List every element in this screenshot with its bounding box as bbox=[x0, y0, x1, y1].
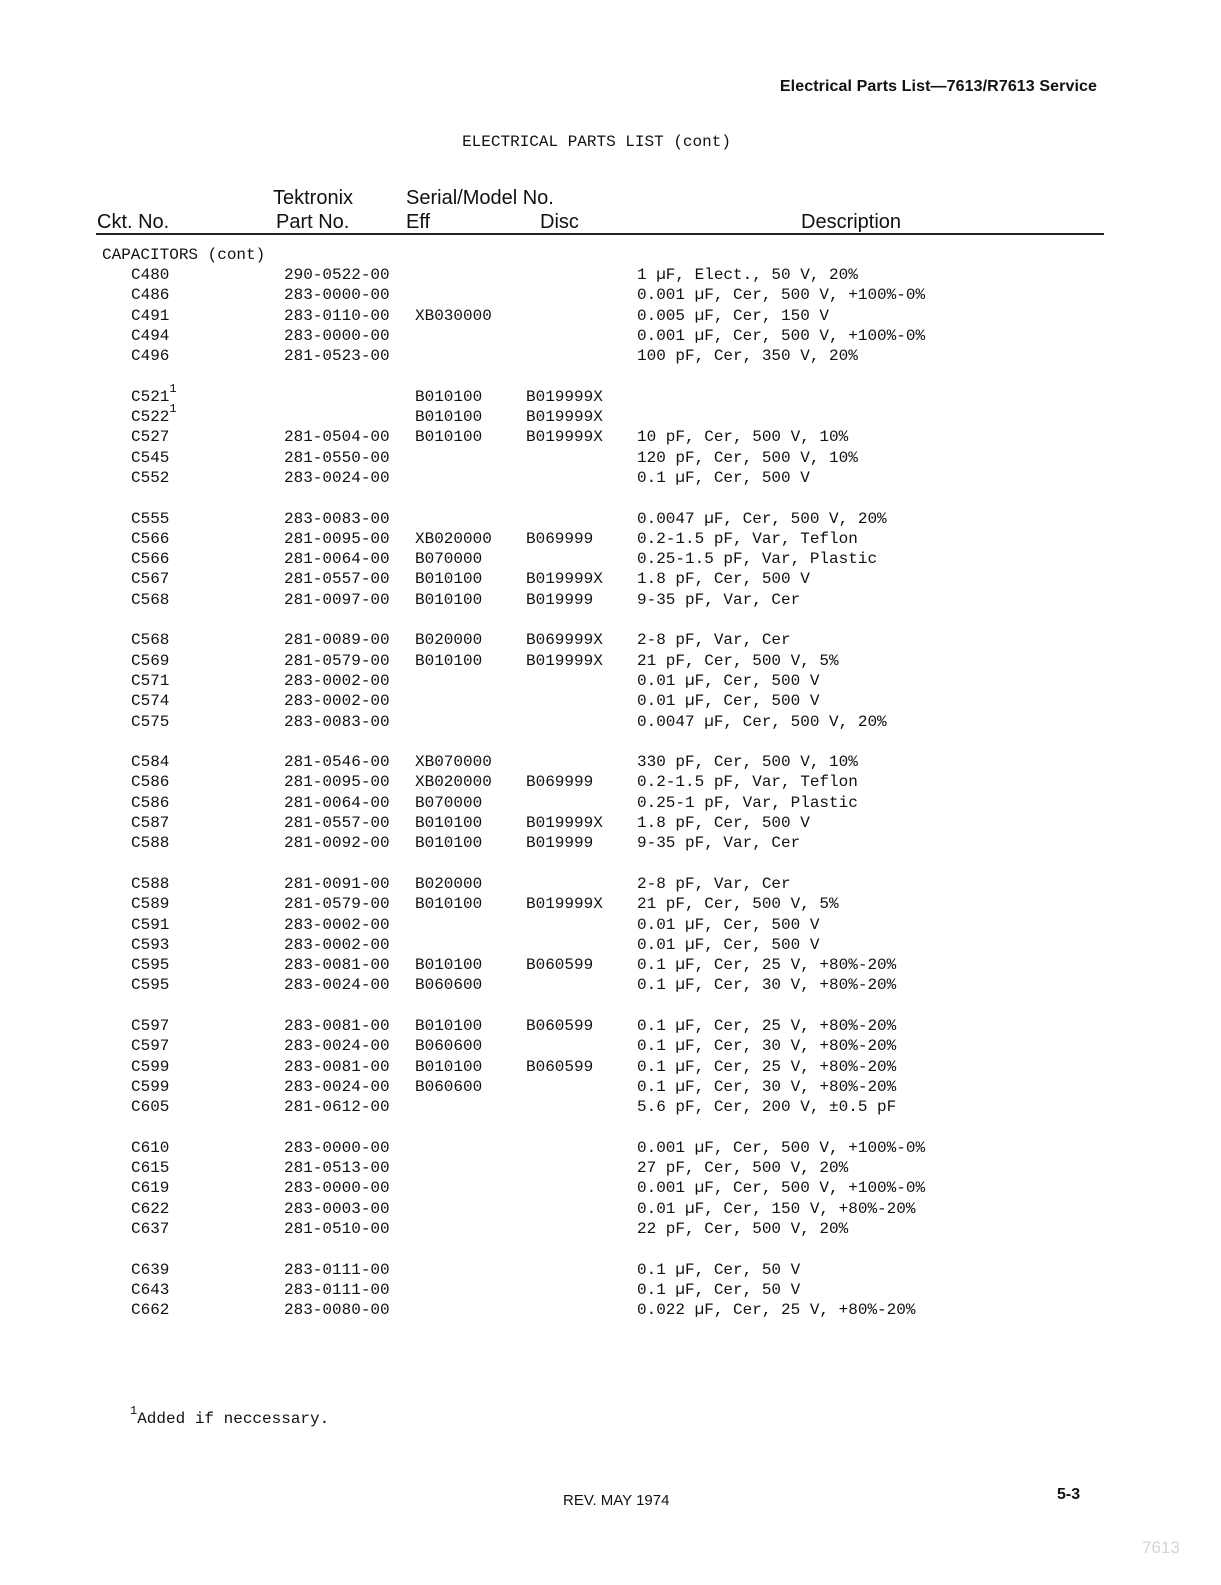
cell-serial-disc: B019999X bbox=[526, 408, 603, 427]
cell-ckt-no: C521$^1$ bbox=[131, 381, 177, 406]
cell-ckt-no: C595 bbox=[131, 976, 170, 995]
table-row bbox=[0, 1158, 1221, 1178]
cell-description: 0.2-1.5 pF, Var, Teflon bbox=[637, 773, 858, 792]
cell-ckt-no: C568 bbox=[131, 590, 170, 609]
cell-part-no: 283-0081-00 bbox=[284, 1057, 390, 1076]
cell-ckt-no: C588 bbox=[131, 834, 170, 853]
col-header-description: Description bbox=[801, 211, 902, 233]
cell-serial-eff: B060600 bbox=[415, 1037, 483, 1056]
cell-description: 0.01 µF, Cer, 500 V bbox=[637, 935, 820, 954]
row-group bbox=[0, 265, 1221, 366]
cell-part-no: 283-0002-00 bbox=[284, 692, 390, 711]
cell-ckt-no: C639 bbox=[131, 1260, 170, 1279]
row-group bbox=[0, 1260, 1221, 1321]
model-watermark: 7613 bbox=[1142, 1538, 1180, 1557]
cell-description: 27 pF, Cer, 500 V, 20% bbox=[637, 1159, 849, 1178]
cell-part-no: 283-0083-00 bbox=[284, 712, 390, 731]
cell-description: 120 pF, Cer, 500 V, 10% bbox=[637, 448, 858, 467]
table-row bbox=[0, 285, 1221, 305]
footnote-text: Added if neccessary. bbox=[137, 1410, 330, 1428]
row-group bbox=[0, 509, 1221, 610]
table-row bbox=[0, 427, 1221, 447]
cell-description: 0.25-1 pF, Var, Plastic bbox=[637, 793, 858, 812]
table-row bbox=[0, 894, 1221, 914]
cell-serial-disc: B060599 bbox=[526, 1016, 594, 1035]
cell-part-no: 283-0024-00 bbox=[284, 976, 390, 995]
cell-ckt-no: C491 bbox=[131, 306, 170, 325]
cell-serial-eff: B020000 bbox=[415, 631, 483, 650]
cell-description: 0.01 µF, Cer, 500 V bbox=[637, 671, 820, 690]
cell-description: 0.1 µF, Cer, 30 V, +80%-20% bbox=[637, 1037, 897, 1056]
table-row bbox=[0, 833, 1221, 853]
cell-description: 330 pF, Cer, 500 V, 10% bbox=[637, 753, 858, 772]
table-row bbox=[0, 1097, 1221, 1117]
cell-description: 1 µF, Elect., 50 V, 20% bbox=[637, 266, 858, 284]
col-header-ckt-no: Ckt. No. bbox=[97, 211, 170, 233]
cell-ckt-no: C593 bbox=[131, 935, 170, 954]
cell-serial-eff: B010100 bbox=[415, 387, 483, 406]
cell-ckt-no: C569 bbox=[131, 651, 170, 670]
cell-serial-eff: B010100 bbox=[415, 834, 483, 853]
cell-serial-disc: B019999X bbox=[526, 651, 603, 670]
cell-ckt-no: C571 bbox=[131, 671, 170, 690]
cell-serial-eff: B020000 bbox=[415, 874, 483, 893]
table-row bbox=[0, 1219, 1221, 1239]
cell-serial-eff: XB020000 bbox=[415, 773, 492, 792]
row-group bbox=[0, 1016, 1221, 1117]
cell-ckt-no: C555 bbox=[131, 509, 170, 528]
cell-serial-eff: B010100 bbox=[415, 590, 483, 609]
cell-description: 0.1 µF, Cer, 50 V bbox=[637, 1260, 801, 1279]
cell-part-no: 281-0504-00 bbox=[284, 428, 390, 447]
cell-part-no: 281-0092-00 bbox=[284, 834, 390, 853]
cell-description: 0.1 µF, Cer, 50 V bbox=[637, 1280, 801, 1299]
cell-ckt-no: C637 bbox=[131, 1219, 170, 1238]
cell-ckt-no: C619 bbox=[131, 1179, 170, 1198]
col-header-tektronix: Tektronix bbox=[273, 187, 354, 209]
table-row bbox=[0, 326, 1221, 346]
cell-ckt-no: C496 bbox=[131, 347, 170, 366]
table-row bbox=[0, 448, 1221, 468]
table-row bbox=[0, 752, 1221, 772]
cell-serial-disc: B019999X bbox=[526, 814, 603, 833]
cell-ckt-no: C615 bbox=[131, 1159, 170, 1178]
table-row bbox=[0, 1077, 1221, 1097]
table-row bbox=[0, 590, 1221, 610]
table-row bbox=[0, 1057, 1221, 1077]
cell-serial-disc: B069999X bbox=[526, 631, 603, 650]
table-row bbox=[0, 381, 1221, 407]
cell-ckt-no: C599 bbox=[131, 1057, 170, 1076]
cell-description: 21 pF, Cer, 500 V, 5% bbox=[637, 895, 839, 914]
cell-serial-eff: B010100 bbox=[415, 570, 483, 589]
cell-part-no: 283-0024-00 bbox=[284, 1037, 390, 1056]
cell-description: 1.8 pF, Cer, 500 V bbox=[637, 814, 810, 833]
cell-serial-disc: B060599 bbox=[526, 1057, 594, 1076]
cell-ckt-no: C568 bbox=[131, 631, 170, 650]
cell-part-no: 283-0003-00 bbox=[284, 1199, 390, 1218]
cell-description: 2-8 pF, Var, Cer bbox=[637, 874, 791, 893]
cell-serial-disc: B069999 bbox=[526, 773, 594, 792]
cell-part-no: 283-0000-00 bbox=[284, 1179, 390, 1198]
table-row bbox=[0, 1016, 1221, 1036]
cell-serial-disc: B069999 bbox=[526, 529, 594, 548]
cell-part-no: 281-0557-00 bbox=[284, 570, 390, 589]
footnote-ref: 1 bbox=[169, 402, 177, 417]
cell-ckt-no: C566 bbox=[131, 550, 170, 569]
cell-part-no: 281-0091-00 bbox=[284, 874, 390, 893]
cell-description: 0.1 µF, Cer, 500 V bbox=[637, 468, 810, 487]
cell-description: 0.25-1.5 pF, Var, Plastic bbox=[637, 550, 878, 569]
cell-ckt-no: C522$^1$ bbox=[131, 402, 177, 427]
table-row bbox=[0, 813, 1221, 833]
cell-ckt-no: C589 bbox=[131, 895, 170, 914]
cell-description: 0.001 µF, Cer, 500 V, +100%-0% bbox=[637, 1138, 926, 1157]
cell-serial-eff: B010100 bbox=[415, 651, 483, 670]
cell-serial-eff: B010100 bbox=[415, 895, 483, 914]
table-row bbox=[0, 712, 1221, 732]
row-group bbox=[0, 752, 1221, 853]
table-row bbox=[0, 346, 1221, 366]
cell-ckt-no: C643 bbox=[131, 1280, 170, 1299]
cell-ckt-no: C566 bbox=[131, 529, 170, 548]
table-row bbox=[0, 1036, 1221, 1056]
cell-description: 0.01 µF, Cer, 500 V bbox=[637, 692, 820, 711]
cell-part-no: 281-0510-00 bbox=[284, 1219, 390, 1238]
table-row bbox=[0, 509, 1221, 529]
table-row bbox=[0, 915, 1221, 935]
cell-part-no: 281-0523-00 bbox=[284, 347, 390, 366]
cell-ckt-no: C486 bbox=[131, 286, 170, 305]
cell-description: 1.8 pF, Cer, 500 V bbox=[637, 570, 810, 589]
cell-serial-disc: B019999X bbox=[526, 570, 603, 589]
cell-ckt-no: C597 bbox=[131, 1016, 170, 1035]
header-rule bbox=[96, 233, 1104, 235]
table-row bbox=[0, 935, 1221, 955]
table-row bbox=[0, 1300, 1221, 1320]
cell-part-no: 281-0095-00 bbox=[284, 773, 390, 792]
cell-serial-eff: XB070000 bbox=[415, 753, 492, 772]
cell-serial-eff: B010100 bbox=[415, 428, 483, 447]
cell-part-no: 281-0095-00 bbox=[284, 529, 390, 548]
cell-ckt-no: C662 bbox=[131, 1301, 170, 1320]
cell-part-no: 283-0002-00 bbox=[284, 671, 390, 690]
cell-part-no: 283-0002-00 bbox=[284, 915, 390, 934]
table-row bbox=[0, 793, 1221, 813]
footnote bbox=[130, 1404, 330, 1428]
cell-description: 22 pF, Cer, 500 V, 20% bbox=[637, 1219, 849, 1238]
cell-serial-eff: B010100 bbox=[415, 408, 483, 427]
table-row bbox=[0, 569, 1221, 589]
cell-ckt-no: C575 bbox=[131, 712, 170, 731]
row-group bbox=[0, 874, 1221, 996]
cell-part-no: 281-0546-00 bbox=[284, 753, 390, 772]
table-row bbox=[0, 468, 1221, 488]
cell-description: 0.001 µF, Cer, 500 V, +100%-0% bbox=[637, 326, 926, 345]
cell-serial-disc: B019999X bbox=[526, 895, 603, 914]
cell-description: 0.2-1.5 pF, Var, Teflon bbox=[637, 529, 858, 548]
table-row bbox=[0, 671, 1221, 691]
cell-ckt-no: C545 bbox=[131, 448, 170, 467]
cell-part-no: 281-0550-00 bbox=[284, 448, 390, 467]
cell-part-no: 283-0024-00 bbox=[284, 1077, 390, 1096]
cell-ckt-no: C527 bbox=[131, 428, 170, 447]
cell-part-no: 283-0024-00 bbox=[284, 468, 390, 487]
cell-ckt-no: C586 bbox=[131, 773, 170, 792]
cell-description: 0.1 µF, Cer, 25 V, +80%-20% bbox=[637, 1016, 897, 1035]
running-header: Electrical Parts List—7613/R7613 Service bbox=[779, 78, 1097, 95]
cell-part-no: 283-0110-00 bbox=[284, 306, 390, 325]
cell-part-no: 283-0081-00 bbox=[284, 1016, 390, 1035]
table-row bbox=[0, 306, 1221, 326]
footnote-ref: 1 bbox=[169, 381, 177, 396]
table-row bbox=[0, 529, 1221, 549]
section-label: CAPACITORS (cont) bbox=[102, 246, 266, 264]
cell-serial-eff: B010100 bbox=[415, 814, 483, 833]
cell-part-no: 281-0579-00 bbox=[284, 895, 390, 914]
table-row bbox=[0, 1260, 1221, 1280]
cell-ckt-no: C552 bbox=[131, 468, 170, 487]
footnote-marker: 1 bbox=[130, 1404, 138, 1418]
cell-part-no: 281-0089-00 bbox=[284, 631, 390, 650]
table-row bbox=[0, 772, 1221, 792]
cell-part-no: 281-0513-00 bbox=[284, 1159, 390, 1178]
cell-part-no: 281-0097-00 bbox=[284, 590, 390, 609]
page-number: 5-3 bbox=[1057, 1486, 1081, 1503]
cell-part-no: 283-0002-00 bbox=[284, 935, 390, 954]
col-header-part-no: Part No. bbox=[276, 211, 350, 233]
cell-ckt-no: C605 bbox=[131, 1098, 170, 1117]
cell-ckt-no: C610 bbox=[131, 1138, 170, 1157]
cell-ckt-no: C587 bbox=[131, 814, 170, 833]
cell-serial-disc: B019999 bbox=[526, 590, 594, 609]
cell-part-no: 281-0579-00 bbox=[284, 651, 390, 670]
table-row bbox=[0, 691, 1221, 711]
cell-part-no: 281-0612-00 bbox=[284, 1098, 390, 1117]
cell-ckt-no: C574 bbox=[131, 692, 170, 711]
col-header-disc: Disc bbox=[540, 211, 579, 233]
cell-ckt-no: C586 bbox=[131, 793, 170, 812]
cell-ckt-no: C591 bbox=[131, 915, 170, 934]
cell-serial-disc: B019999 bbox=[526, 834, 594, 853]
cell-serial-eff: B010100 bbox=[415, 956, 483, 975]
table-row bbox=[0, 1138, 1221, 1158]
cell-serial-eff: XB020000 bbox=[415, 529, 492, 548]
table-row bbox=[0, 1178, 1221, 1198]
table-row bbox=[0, 630, 1221, 650]
table-row bbox=[0, 955, 1221, 975]
cell-description: 0.005 µF, Cer, 150 V bbox=[637, 306, 830, 325]
col-header-serial-model: Serial/Model No. bbox=[406, 187, 554, 209]
cell-part-no: 283-0111-00 bbox=[284, 1260, 390, 1279]
row-group bbox=[0, 630, 1221, 731]
table-row bbox=[0, 402, 1221, 427]
cell-ckt-no: C584 bbox=[131, 753, 170, 772]
cell-ckt-no: C494 bbox=[131, 326, 170, 345]
cell-description: 0.1 µF, Cer, 30 V, +80%-20% bbox=[637, 976, 897, 995]
table-row bbox=[0, 874, 1221, 894]
cell-serial-eff: B060600 bbox=[415, 976, 483, 995]
cell-ckt-no: C480 bbox=[131, 266, 170, 284]
cell-description: 100 pF, Cer, 350 V, 20% bbox=[637, 347, 858, 366]
cell-part-no: 283-0083-00 bbox=[284, 509, 390, 528]
cell-serial-eff: B060600 bbox=[415, 1077, 483, 1096]
cell-part-no: 283-0000-00 bbox=[284, 286, 390, 305]
table-row bbox=[0, 549, 1221, 569]
cell-description: 9-35 pF, Var, Cer bbox=[637, 590, 801, 609]
table-row bbox=[0, 1280, 1221, 1300]
row-group bbox=[0, 1138, 1221, 1239]
cell-description: 0.022 µF, Cer, 25 V, +80%-20% bbox=[637, 1301, 916, 1320]
cell-description: 0.01 µF, Cer, 150 V, +80%-20% bbox=[637, 1199, 916, 1218]
parts-table bbox=[0, 265, 1221, 1341]
cell-part-no: 283-0000-00 bbox=[284, 326, 390, 345]
cell-ckt-no: C588 bbox=[131, 874, 170, 893]
cell-description: 0.01 µF, Cer, 500 V bbox=[637, 915, 820, 934]
table-row bbox=[0, 975, 1221, 995]
cell-description: 21 pF, Cer, 500 V, 5% bbox=[637, 651, 839, 670]
table-row bbox=[0, 1199, 1221, 1219]
cell-ckt-no: C599 bbox=[131, 1077, 170, 1096]
col-header-eff: Eff bbox=[406, 211, 431, 233]
row-group bbox=[0, 381, 1221, 488]
cell-description: 0.001 µF, Cer, 500 V, +100%-0% bbox=[637, 1179, 926, 1198]
cell-part-no: 290-0522-00 bbox=[284, 266, 390, 284]
cell-serial-disc: B019999X bbox=[526, 428, 603, 447]
cell-ckt-no: C595 bbox=[131, 956, 170, 975]
cell-serial-eff: B010100 bbox=[415, 1057, 483, 1076]
cell-part-no: 283-0081-00 bbox=[284, 956, 390, 975]
cell-serial-eff: B070000 bbox=[415, 550, 483, 569]
cell-description: 5.6 pF, Cer, 200 V, ±0.5 pF bbox=[637, 1098, 897, 1117]
table-row bbox=[0, 651, 1221, 671]
cell-description: 0.0047 µF, Cer, 500 V, 20% bbox=[637, 712, 887, 731]
cell-serial-eff: B010100 bbox=[415, 1016, 483, 1035]
cell-description: 10 pF, Cer, 500 V, 10% bbox=[637, 428, 849, 447]
cell-ckt-no: C567 bbox=[131, 570, 170, 589]
cell-description: 0.1 µF, Cer, 25 V, +80%-20% bbox=[637, 956, 897, 975]
cell-part-no: 281-0064-00 bbox=[284, 550, 390, 569]
cell-part-no: 281-0557-00 bbox=[284, 814, 390, 833]
cell-description: 0.1 µF, Cer, 25 V, +80%-20% bbox=[637, 1057, 897, 1076]
cell-ckt-no: C597 bbox=[131, 1037, 170, 1056]
cell-description: 2-8 pF, Var, Cer bbox=[637, 631, 791, 650]
cell-description: 9-35 pF, Var, Cer bbox=[637, 834, 801, 853]
cell-ckt-no: C622 bbox=[131, 1199, 170, 1218]
cell-description: 0.1 µF, Cer, 30 V, +80%-20% bbox=[637, 1077, 897, 1096]
cell-serial-disc: B060599 bbox=[526, 956, 594, 975]
table-row bbox=[0, 265, 1221, 285]
cell-part-no: 283-0080-00 bbox=[284, 1301, 390, 1320]
revision-date: REV. MAY 1974 bbox=[563, 1492, 670, 1509]
cell-part-no: 283-0111-00 bbox=[284, 1280, 390, 1299]
cell-part-no: 283-0000-00 bbox=[284, 1138, 390, 1157]
cell-serial-eff: B070000 bbox=[415, 793, 483, 812]
cell-description: 0.0047 µF, Cer, 500 V, 20% bbox=[637, 509, 887, 528]
cell-serial-disc: B019999X bbox=[526, 387, 603, 406]
cell-serial-eff: XB030000 bbox=[415, 306, 492, 325]
cell-part-no: 281-0064-00 bbox=[284, 793, 390, 812]
page-title: ELECTRICAL PARTS LIST (cont) bbox=[462, 133, 731, 151]
cell-description: 0.001 µF, Cer, 500 V, +100%-0% bbox=[637, 286, 926, 305]
